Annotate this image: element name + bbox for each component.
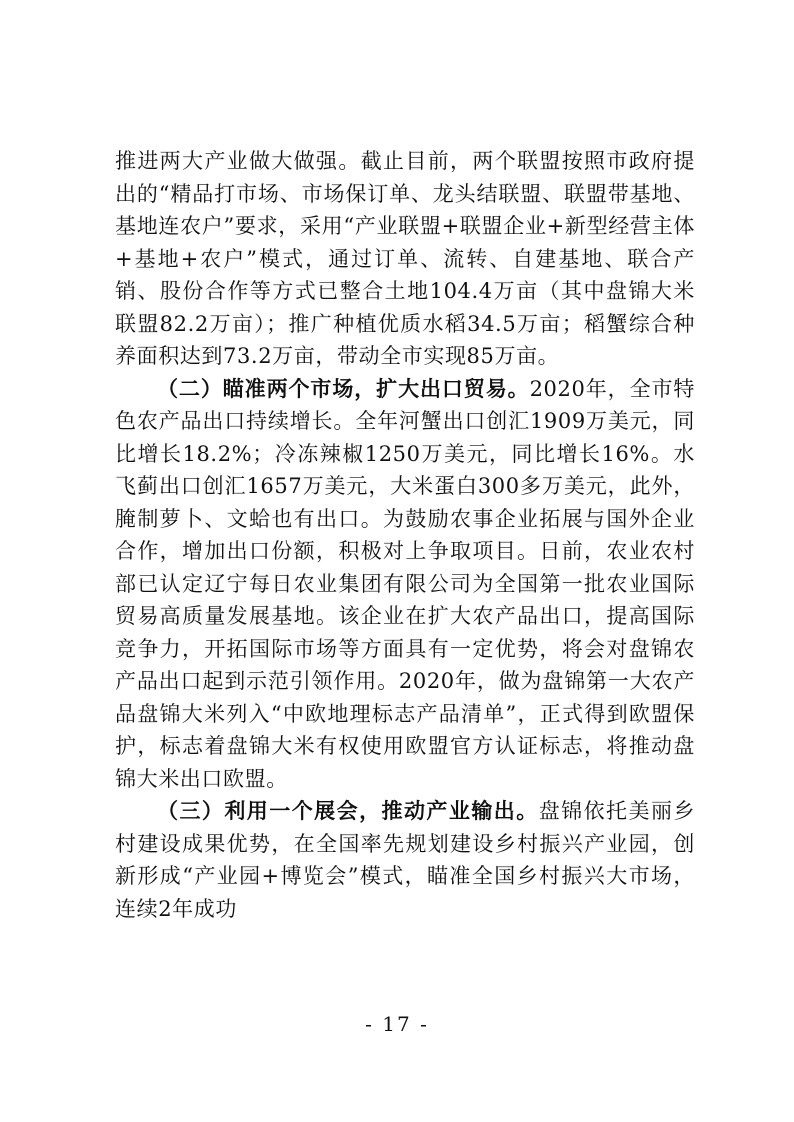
paragraph-3-heading: （三）利用一个展会，推动产业输出。 (157, 798, 539, 823)
paragraph-2-heading: （二）瞄准两个市场，扩大出口贸易。 (157, 375, 530, 401)
paragraph-3-text: 盘锦依托美丽乡村建设成果优势，在全国率先规划建设乡村振兴产业园，创新形成“产业园+博览会”模式，瞄准全国乡村振兴大市场，连续2年成功 (115, 799, 695, 921)
page-number: - 17 - (365, 1012, 429, 1036)
paragraph-1-text: 推进两大产业做大做强。截止目前，两个联盟按照市政府提出的“精品打市场、市场保订单、龙头结联盟、联盟带基地、基地连农户”要求，采用“产业联盟+联盟企业+新型经营主体+基地+农户”模式，通过订单、流转、自建基地、联合产销、股份合作等方式已整合土地104.4万亩（其中盘锦大米联盟82.2万亩）；推广种植优质水稻34.5万亩；稻蟹综合种养面积达到73.2万亩，带动全市实现85万亩。 (115, 149, 695, 368)
body-text (115, 145, 695, 925)
paragraph-2 (115, 373, 695, 796)
paragraph-3 (115, 795, 695, 925)
paragraph-1 (115, 145, 695, 373)
paragraph-2-text: 2020年，全市特色农产品出口持续增长。全年河蟹出口创汇1909万美元，同比增长18.2%；冷冻辣椒1250万美元，同比增长16%。水飞蓟出口创汇1657万美元，大米蛋白300多万美元，此外，腌制萝卜、文蛤也有出口。为鼓励农事企业拓展与国外企业合作，增加出口份额，积极对上争取项目。日前，农业农村部已认定辽宁每日农业集团有限公司为全国第一批农业国际贸易高质量发展基地。该企业在扩大农产品出口，提高国际竞争力，开拓国际市场等方面具有一定优势，将会对盘锦农产品出口起到示范引领作用。2020年，做为盘锦第一大农产品盘锦大米列入“中欧地理标志产品清单”，正式得到欧盟保护，标志着盘锦大米有权使用欧盟官方认证标志，将推动盘锦大米出口欧盟。 (115, 376, 696, 791)
